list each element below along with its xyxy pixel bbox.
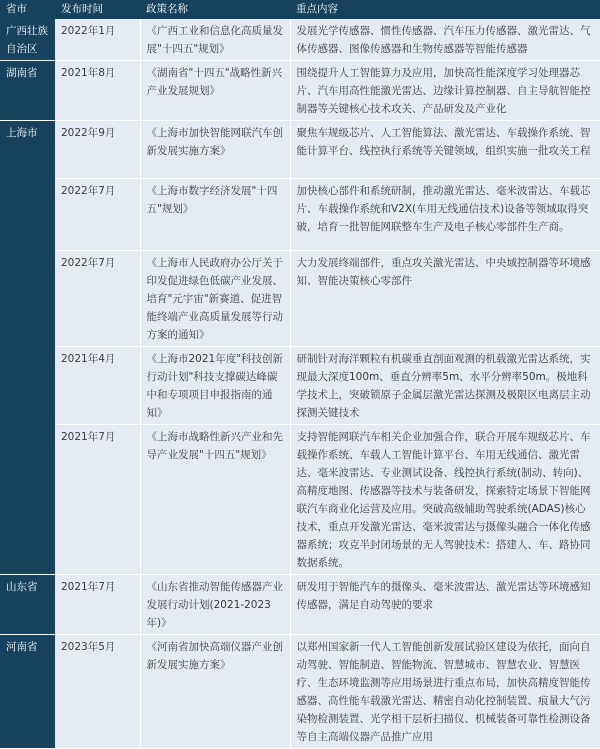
content-cell: 围绕提升人工智能算力及应用，加快高性能深度学习处理器芯片、汽车用高性能激光雷达、边缘计算控制器、自主导航智能控制器等关键核心技术攻关、产品研发及产业化 [290,61,600,121]
content-cell: 研制针对海洋颗粒有机碳垂直剖面观测的机载激光雷达系统，实现最大深度100m、垂直分辨率5m、水平分辨率50m。极地科学技术上，突破锁原子金属层激光雷达探测及极限区电离层主动探测关键技术 [290,347,600,425]
province-cell: 山东省 [0,575,55,635]
date-cell: 2022年7月 [55,179,140,251]
policy-cell: 《湖南省"十四五"战略性新兴产业发展规划》 [140,61,290,121]
policy-cell: 《上海市人民政府办公厅关于印发促进绿色低碳产业发展、培育"元宇宙"新赛道、促进智能终端产业高质量发展等行动方案的通知》 [140,251,290,347]
content-cell: 加快核心部件和系统研制，推动激光雷达、毫米波雷达、车载芯片、车载操作系统和V2X(车用无线通信技术)设备等领域取得突破，培育一批智能网联整车生产及电子核心零部件生产商。 [290,179,600,251]
content-cell: 大力发展终端部件，重点攻关激光雷达、中央域控制器等环境感知、智能决策核心零部件 [290,251,600,347]
content-cell: 发展光学传感器、惯性传感器、汽车压力传感器、激光雷达、气体传感器、图像传感器和生物传感器等智能传感器 [290,19,600,61]
table-row [0,61,600,121]
date-cell: 2022年9月 [55,121,140,179]
table-row [0,635,600,749]
table-row [0,121,600,179]
content-cell: 研发用于智能汽车的摄像头、毫米波雷达、激光雷达等环境感知传感器，满足自动驾驶的要求 [290,575,600,635]
date-cell: 2021年8月 [55,61,140,121]
content-cell: 聚焦车规级芯片、人工智能算法、激光雷达、车载操作系统、智能计算平台、线控执行系统等关键领域，组织实施一批攻关工程 [290,121,600,179]
table-row [0,251,600,347]
province-cell: 河南省 [0,635,55,749]
date-cell: 2022年1月 [55,19,140,61]
province-cell: 湖南省 [0,61,55,121]
table-row [0,425,600,575]
table-row [0,575,600,635]
date-cell: 2021年7月 [55,575,140,635]
header-policy: 政策名称 [140,0,290,19]
policy-cell: 《上海市战略性新兴产业和先导产业发展"十四五"规划》 [140,425,290,575]
header-content: 重点内容 [290,0,600,19]
province-cell: 广西壮族自治区 [0,19,55,61]
policy-cell: 《山东省推动智能传感器产业发展行动计划(2021-2023年)》 [140,575,290,635]
policy-cell: 《上海市2021年度"科技创新行动计划"科技支撑碳达峰碳中和专项项目申报指南的通知》 [140,347,290,425]
table-row [0,19,600,61]
table-row [0,347,600,425]
header-province: 省市 [0,0,55,19]
date-cell: 2022年7月 [55,251,140,347]
date-cell: 2023年5月 [55,635,140,749]
policy-cell: 《河南省加快高端仪器产业创新发展实施方案》 [140,635,290,749]
header-date: 发布时间 [55,0,140,19]
table-row [0,179,600,251]
date-cell: 2021年4月 [55,347,140,425]
policy-cell: 《广西工业和信息化高质量发展"十四五"规划》 [140,19,290,61]
table-header-row [0,0,600,19]
content-cell: 支持智能网联汽车相关企业加强合作，联合开展车规级芯片、车载操作系统、车载人工智能计算平台、车用无线通信、激光雷达、毫米波雷达、专业测试设备、线控执行系统(制动、转向)、高精度地图、传感器等技术与装备研发，探索特定场景下智能网联汽车商业化运营及应用。突破高级辅助驾驶系统(ADAS)核心技术，重点开发激光雷达、毫米波雷达与摄像头融合一体化传感器系统；攻克半封闭场景的无人驾驶技术：搭建人、车、路协同数据系统。 [290,425,600,575]
content-cell: 以郑州国家新一代人工智能创新发展试验区建设为依托，面向自动驾驶、智能制造、智能物流、智慧城市、智慧农业、智慧医疗、生态环境监测等应用场景进行重点布局，加快高精度智能传感器、高性能车载激光雷达、精密自动化控制装置、痕量大气污染物检测装置、光学相干层析扫描仪、机械装备可靠性检测设备等自主高端仪器产品推广应用 [290,635,600,749]
policy-cell: 《上海市数字经济发展"十四五"规划》 [140,179,290,251]
province-cell: 上海市 [0,121,55,575]
date-cell: 2021年7月 [55,425,140,575]
policy-cell: 《上海市加快智能网联汽车创新发展实施方案》 [140,121,290,179]
